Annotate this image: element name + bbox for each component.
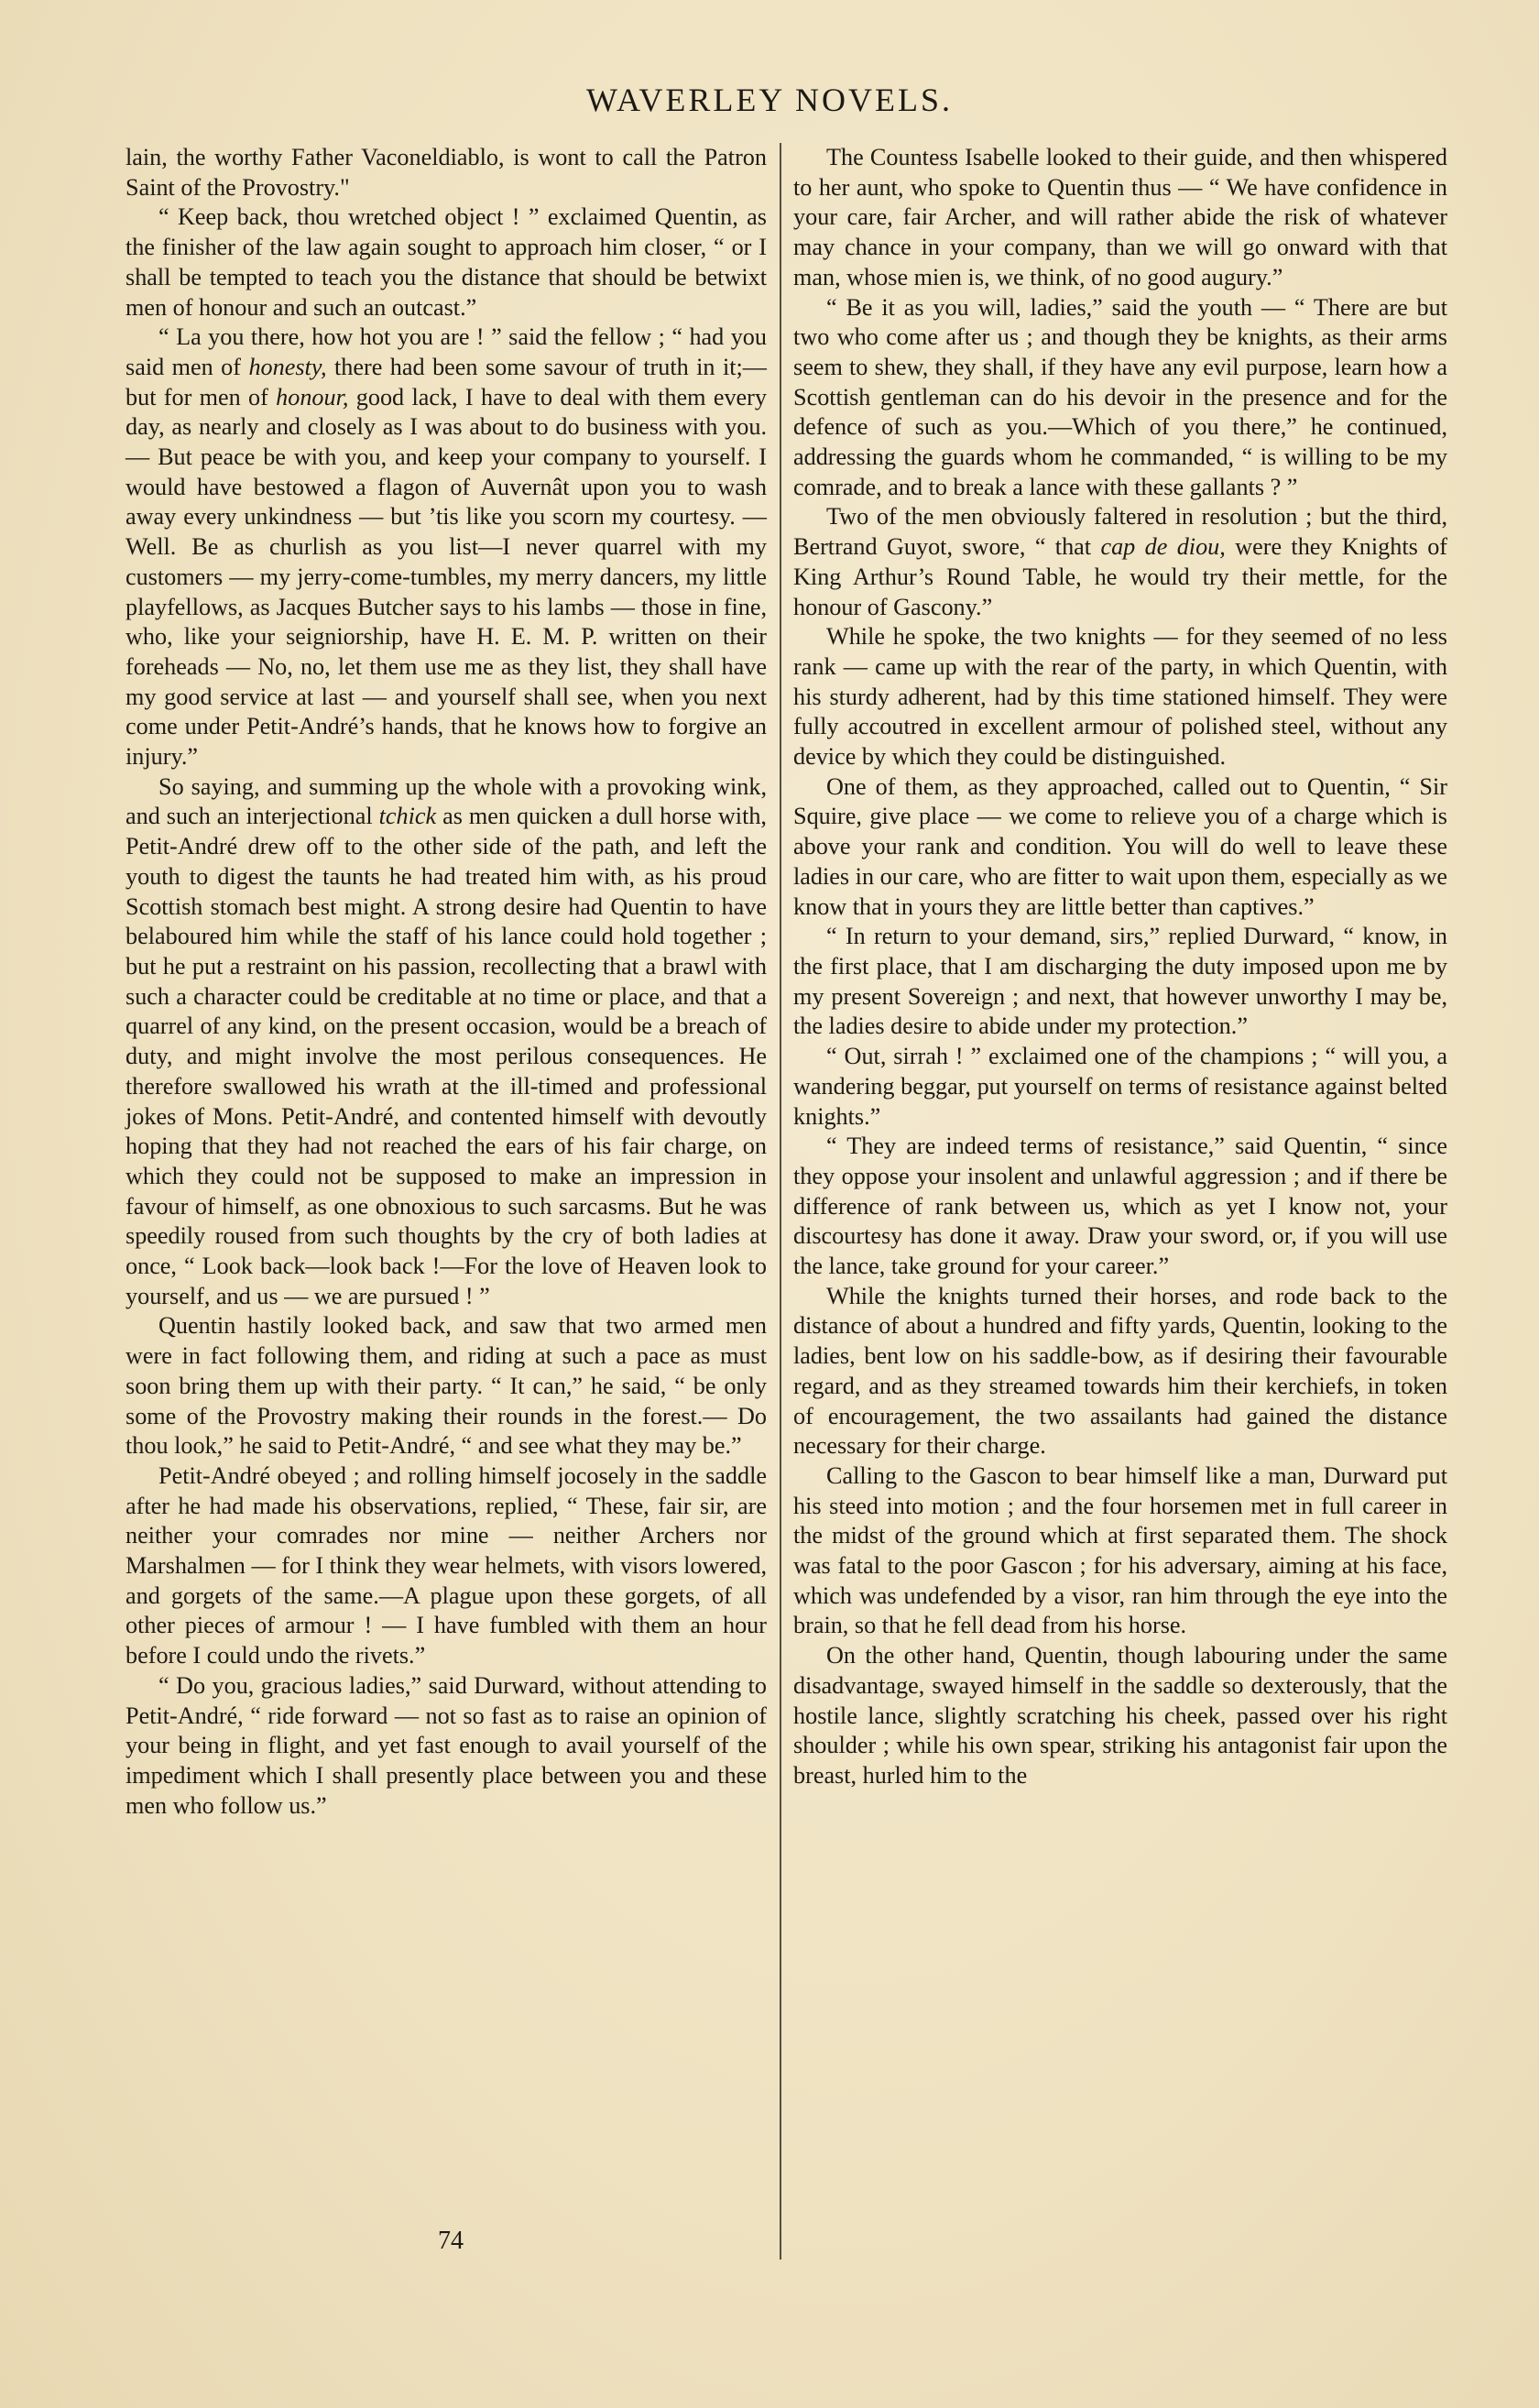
paragraph: “ Keep back, thou wretched object ! ” exclaimed Quentin, as the finisher of the law again sought to approach him closer, “ or I shall be tempted to teach you the distance that should be betwixt men of honour and such an outcast.” bbox=[126, 203, 767, 321]
paragraph: “ In return to your demand, sirs,” replied Durward, “ know, in the first place, that I am discharging the duty imposed upon me by my present Sovereign ; and next, that however unworthy I may be, the ladies desire to abide under my protection.” bbox=[793, 923, 1447, 1040]
paragraph bbox=[793, 502, 1447, 622]
paragraph: lain, the worthy Father Vaconeldiablo, is wont to call the Patron Saint of the Provostry." bbox=[126, 144, 767, 201]
running-title: WAVERLEY NOVELS. bbox=[586, 82, 953, 118]
paragraph: “ Do you, gracious ladies,” said Durward, without attending to Petit-André, “ ride forward — not so fast as to raise an opinion of your being in flight, and yet fast enough to avail yourself of the impediment which I shall presently place between you and these men who follow us.” bbox=[126, 1671, 767, 1819]
paragraph: “ They are indeed terms of resistance,” said Quentin, “ since they oppose your insolent and unlawful aggression ; and if there be difference of rank between us, which as yet I know not, your discourtesy has done it away. Draw your sword, or, if you will use the lance, take ground for your career.” bbox=[793, 1133, 1447, 1280]
column-rule bbox=[780, 143, 781, 2260]
text-run: So saying, and summing up the whole with a provoking wink, and such an interjectional bbox=[126, 772, 767, 830]
text-run: “ La you there, how hot you are ! ” said the fellow ; “ had you said men of bbox=[126, 323, 767, 380]
italic-word: cap de diou, bbox=[1100, 533, 1226, 561]
right-column bbox=[793, 143, 1447, 1791]
left-column bbox=[126, 143, 767, 1821]
italic-word: tchick bbox=[378, 803, 437, 830]
text-run: Two of the men obviously faltered in resolution ; but the third, Bertrand Guyot, swore, “ that bbox=[793, 503, 1447, 561]
paragraph: While the knights turned their horses, and rode back to the distance of about a hundred and fifty yards, Quentin, looking to the ladies, bent low on his saddle-bow, as if desiring their favourable regard, and as they streamed towards him their kerchiefs, in token of encouragement, the two assailants had gained the distance necessary for their charge. bbox=[793, 1282, 1447, 1460]
paragraph: On the other hand, Quentin, though labouring under the same disadvantage, swayed himself in the saddle so dexterously, that the hostile lance, slightly scratching his cheek, passed over his right shoulder ; while his own spear, striking his antagonist fair upon the breast, hurled him to the bbox=[793, 1642, 1447, 1789]
italic-word: honesty, bbox=[248, 353, 327, 380]
paragraph bbox=[126, 323, 767, 772]
paragraph: While he spoke, the two knights — for they seemed of no less rank — came up with the rear of the party, in which Quentin, with his sturdy adherent, had by this time stationed himself. They were fully accoutred in excellent armour of polished steel, without any device by which they could be distinguished. bbox=[793, 623, 1447, 771]
paragraph: Calling to the Gascon to bear himself like a man, Durward put his steed into motion ; and the four horsemen met in full career in the midst of the ground which at first separated them. The shock was fatal to the poor Gascon ; for his adversary, aiming at his face, which was undefended by a visor, ran him through the eye into the brain, so that he fell dead from his horse. bbox=[793, 1461, 1447, 1639]
text-run: as men quicken a dull horse with, Petit-André drew off to the other side of the path, and left the youth to digest the taunts he had treated him with, as his proud Scottish stomach best might. A strong desire had Quentin to have belaboured him while the staff of his lance could hold together ; but he put a restraint on his passion, recollecting that a brawl with such a character could be creditable at no time or place, and that a quarrel of any kind, on the present occasion, would be a breach of duty, and might involve the most perilous consequences. He therefore swallowed his wrath at the ill-timed and professional jokes of Mons. Petit-André, and contented himself with devoutly hoping that they had not reached the ears of his fair charge, on which they could not be supposed to make an impression in favour of himself, as one obnoxious to such sarcasms. But he was speedily roused from such thoughts by the cry of both ladies at once, “ Look back—look back !—For the love of Heaven look to yourself, and us — we are pursued ! ” bbox=[126, 803, 767, 1309]
text-run: there had been some savour of truth in it;— but for men of bbox=[126, 353, 767, 410]
italic-word: honour, bbox=[276, 383, 349, 410]
paragraph: Petit-André obeyed ; and rolling himself jocosely in the saddle after he had made his observations, replied, “ These, fair sir, are neither your comrades nor mine — neither Archers nor Marshalmen — for I think they wear helmets, with visors lowered, and gorgets of the same.—A plague upon these gorgets, of all other pieces of armour ! — I have fumbled with them an hour before I could undo the rivets.” bbox=[126, 1461, 767, 1669]
page-number: 74 bbox=[438, 2227, 464, 2255]
paragraph: “ Out, sirrah ! ” exclaimed one of the champions ; “ will you, a wandering beggar, put yourself on terms of resistance against belted knights.” bbox=[793, 1043, 1447, 1130]
text-run: were they Knights of King Arthur’s Round Table, he would try their mettle, for the honour of Gascony.” bbox=[793, 533, 1448, 620]
paragraph: Quentin hastily looked back, and saw that two armed men were in fact following them, and riding at such a pace as must soon bring them up with their party. “ It can,” he said, “ be only some of the Provostry making their rounds in the forest.— Do thou look,” he said to Petit-André, “ and see what they may be.” bbox=[126, 1312, 767, 1460]
paragraph: One of them, as they approached, called out to Quentin, “ Sir Squire, give place — we come to relieve you of a charge which is above your rank and condition. You will do well to leave these ladies in our care, who are fitter to wait upon them, especially as we know that in yours they are little better than captives.” bbox=[793, 772, 1447, 920]
paragraph: “ Be it as you will, ladies,” said the youth — “ There are but two who come after us ; and though they be knights, as their arms seem to shew, they shall, if they have any evil purpose, learn how a Scottish gentleman can do his devoir in the presence and for the defence of such as you.—Which of you there,” he continued, addressing the guards whom he commanded, “ is willing to be my comrade, and to break a lance with these gallants ? ” bbox=[793, 293, 1447, 500]
text-run: good lack, I have to deal with them every day, as nearly and closely as I was about to do business with you.— But peace be with you, and keep your company to yourself. I would have bestowed a flagon of Auvernât upon you to wash away every unkindness — but ’tis like you scorn my courtesy. —Well. Be as churlish as you list—I never quarrel with my customers — my jerry-come-tumbles, my merry dancers, my little playfellows, as Jacques Butcher says to his lambs — those in fine, who, like your seigniorship, have H. E. M. P. written on their foreheads — No, no, let them use me as they list, they shall have my good service at last — and yourself shall see, when you next come under Petit-André’s hands, that he knows how to forgive an injury.” bbox=[126, 383, 767, 771]
paragraph bbox=[126, 772, 767, 1312]
paragraph: The Countess Isabelle looked to their guide, and then whispered to her aunt, who spoke to Quentin thus — “ We have confidence in your care, fair Archer, and will rather abide the risk of whatever may chance in your company, than we will go onward with that man, whose mien is, we think, of no good augury.” bbox=[793, 144, 1447, 290]
